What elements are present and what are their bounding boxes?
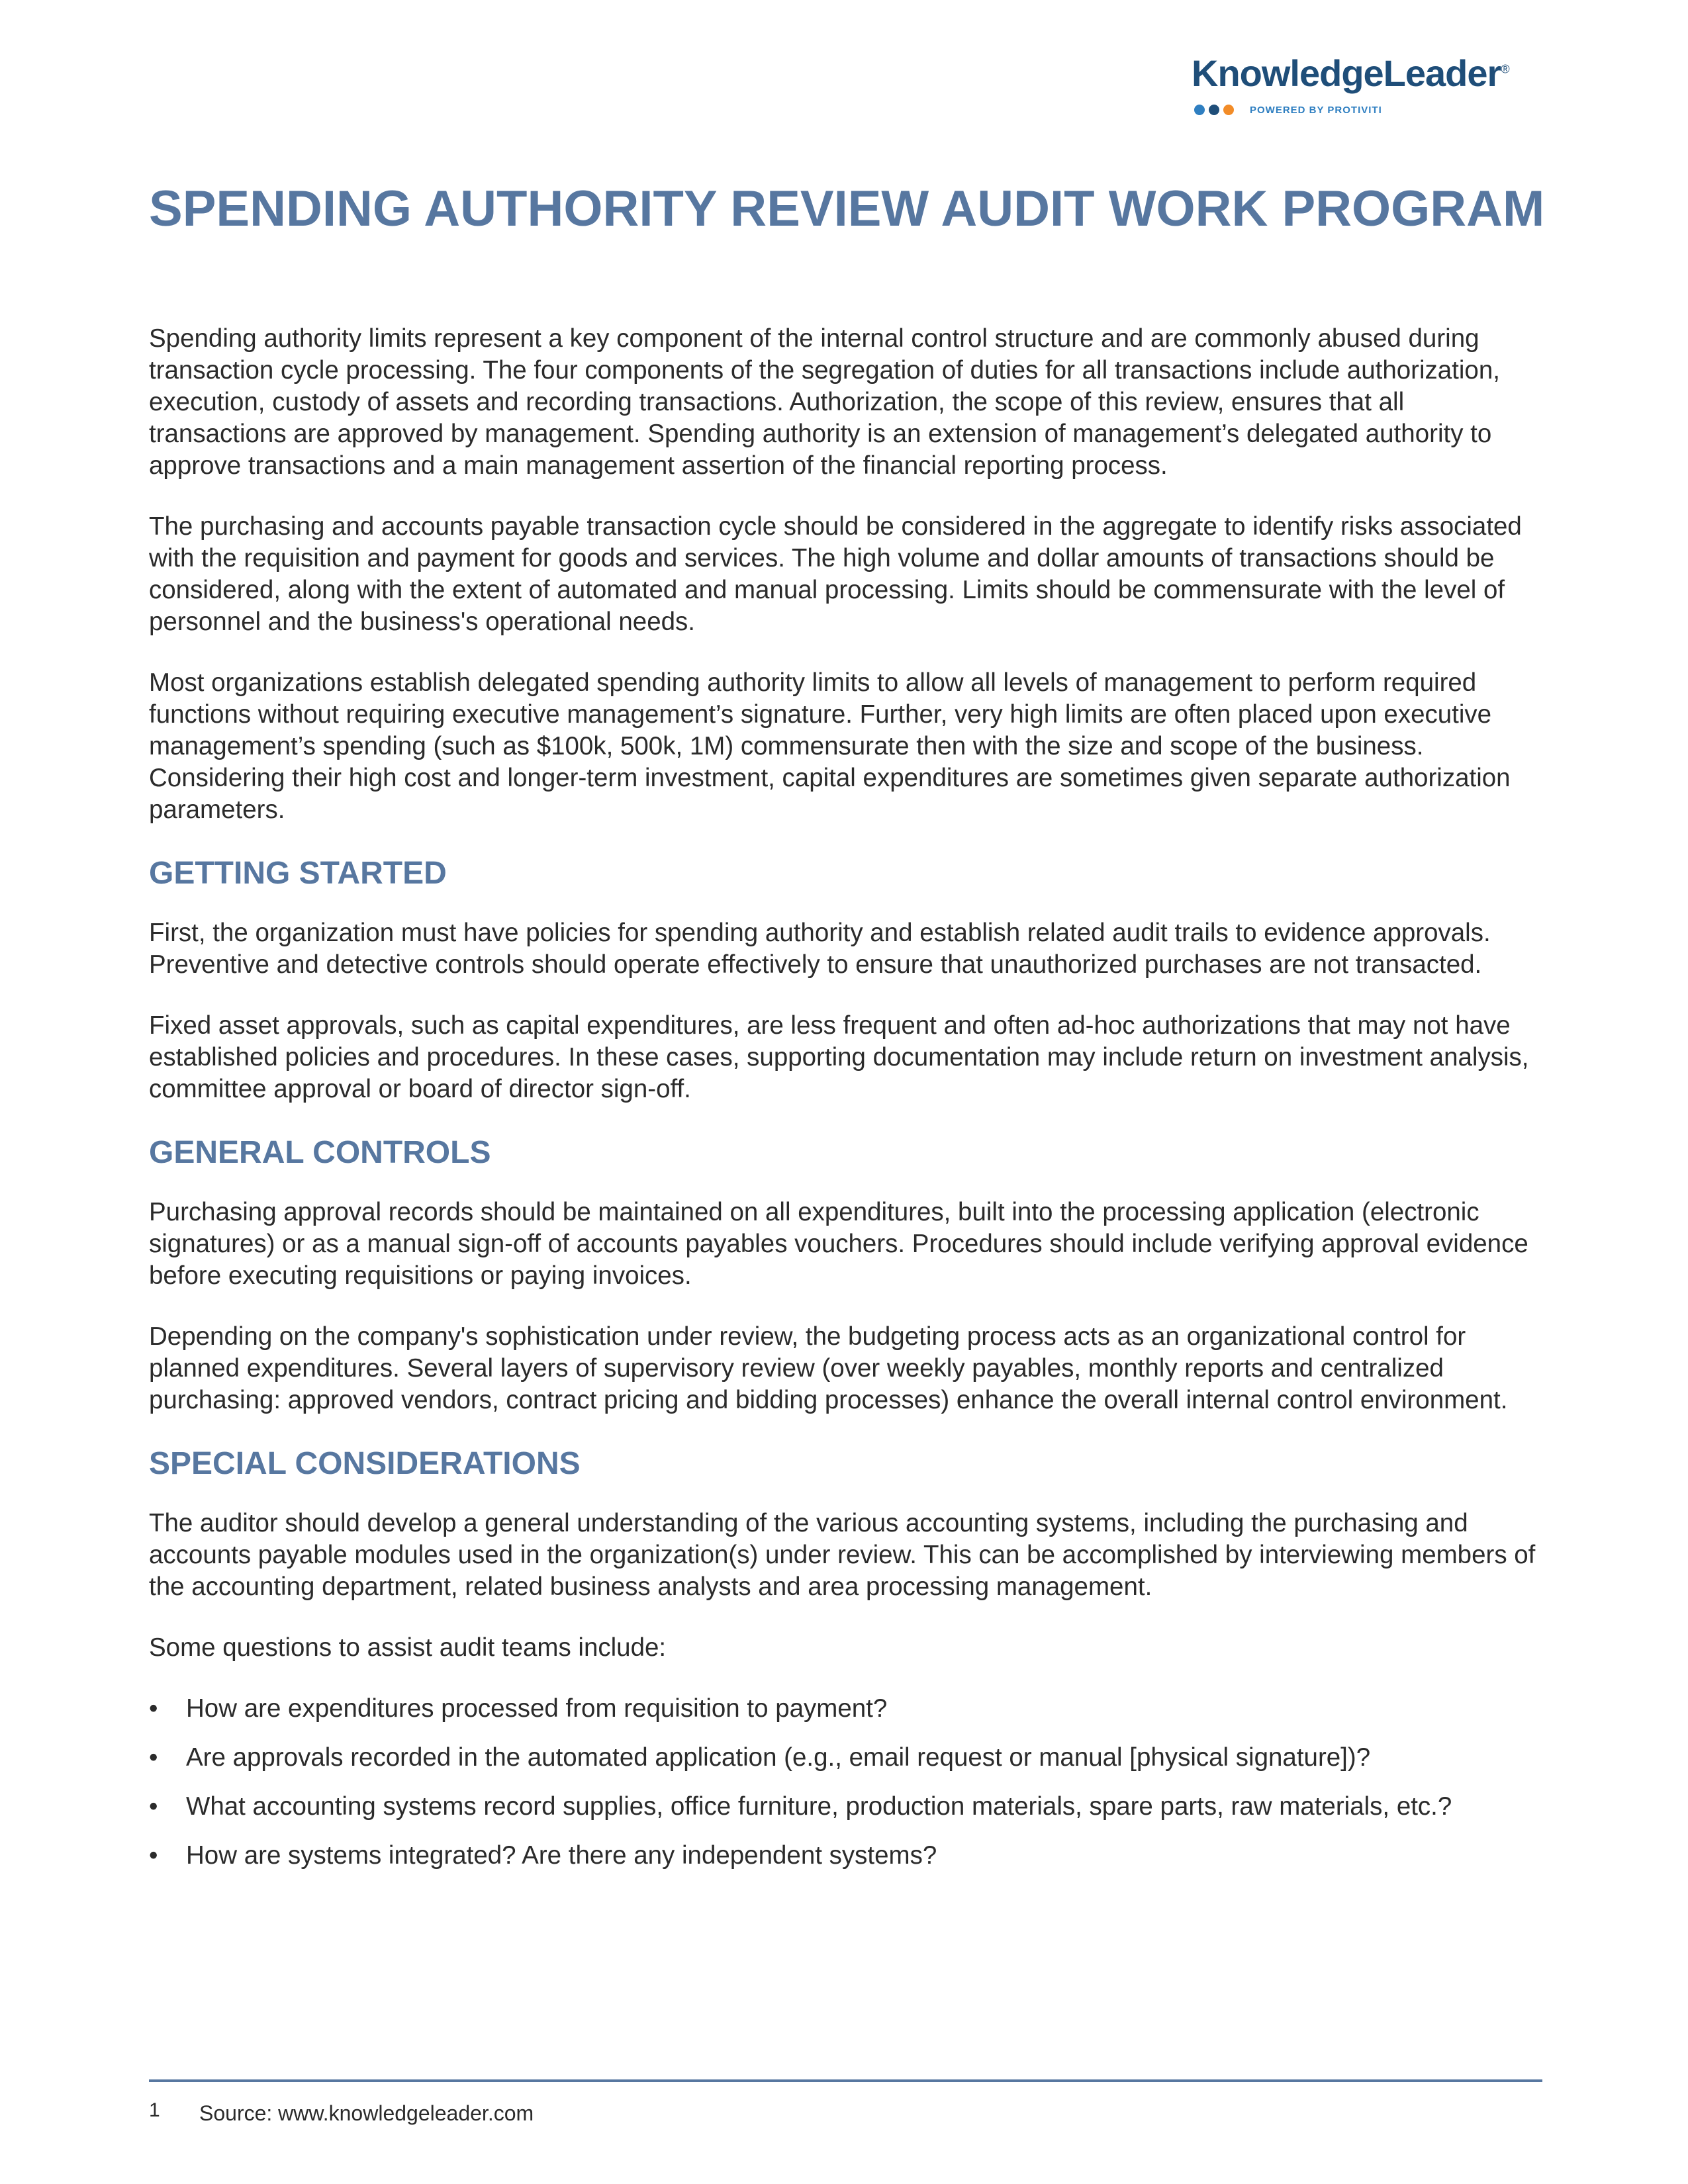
trademark-mark: ®	[1501, 62, 1509, 76]
special-considerations-paragraph: The auditor should develop a general understanding of the various accounting systems, including the purchasing and accounts payable modules used in the organization(s) under review. This can be accomplished by interviewing members of the accounting department, related business analysts and area processing management.	[149, 1509, 1536, 1601]
intro-paragraph: Spending authority limits represent a key component of the internal control structure and are commonly abused during transaction cycle processing. The four components of the segregation of duties for all transactions include authorization, execution, custody of assets and recording transactions. Authorization, the scope of this review, ensures that all transactions are approved by management. Spending authority is an extension of management’s delegated authority to approve transactions and a main management assertion of the financial reporting process.	[149, 324, 1500, 480]
page-title: SPENDING AUTHORITY REVIEW AUDIT WORK PROGRAM	[149, 181, 1545, 237]
general-controls-paragraph: Depending on the company's sophistication under review, the budgeting process acts as an organizational control for planned expenditures. Several layers of supervisory review (over weekly payables, monthly reports and centralized purchasing: approved vendors, contract pricing and bidding processes) enhance the overall internal control environment.	[149, 1322, 1508, 1414]
footer-divider	[149, 2079, 1542, 2082]
bullet-icon: •	[149, 1792, 158, 1821]
section-heading-getting-started: GETTING STARTED	[149, 856, 447, 891]
audit-questions-list	[149, 1693, 1542, 1872]
logo-tagline: POWERED BY PROTIVITI	[1250, 105, 1382, 116]
intro-paragraph: The purchasing and accounts payable transaction cycle should be considered in the aggregate to identify risks associated with the requisition and payment for goods and services. The high volume and dollar amounts of transactions should be considered, along with the extent of automated and manual processing. Limits should be commensurate with the level of personnel and the business's operational needs.	[149, 512, 1522, 636]
list-item: • How are expenditures processed from requisition to payment?	[149, 1693, 1542, 1725]
page-number: 1	[149, 2099, 160, 2121]
getting-started-paragraph: First, the organization must have policies for spending authority and establish related audit trails to evidence approvals. Preventive and detective controls should operate effectively to ensure that unauthorized purchases are not transacted.	[149, 919, 1491, 979]
intro-paragraph: Most organizations establish delegated spending authority limits to allow all levels of management to perform required functions without requiring executive management’s signature. Further, very high limits are often placed upon executive management’s spending (such as $100k, 500k, 1M) commensurate then with the size and scope of the business. Considering their high cost and longer-term investment, capital expenditures are sometimes given separate authorization parameters.	[149, 668, 1511, 824]
logo-dot-navy	[1209, 105, 1219, 115]
logo-dot-orange	[1223, 105, 1234, 115]
bullet-icon: •	[149, 1694, 158, 1723]
bullet-icon: •	[149, 1743, 158, 1772]
list-item: • How are systems integrated? Are there any independent systems?	[149, 1840, 1542, 1872]
getting-started-paragraph: Fixed asset approvals, such as capital expenditures, are less frequent and often ad-hoc authorizations that may not have established policies and procedures. In these cases, supporting documentation may include return on investment analysis, committee approval or board of director sign-off.	[149, 1011, 1529, 1103]
list-item: • Are approvals recorded in the automated application (e.g., email request or manual [physical signature])?	[149, 1742, 1542, 1774]
logo-dot-blue	[1194, 105, 1205, 115]
document-body	[149, 323, 1542, 1889]
source-link[interactable]: Source: www.knowledgeleader.com	[199, 2101, 534, 2125]
general-controls-paragraph: Purchasing approval records should be maintained on all expenditures, built into the processing application (electronic signatures) or as a manual sign-off of accounts payables vouchers. Procedures should include verifying approval evidence before executing requisitions or paying invoices.	[149, 1198, 1528, 1290]
list-item: • What accounting systems record supplies, office furniture, production materials, spare parts, raw materials, etc.?	[149, 1791, 1542, 1823]
section-heading-special-considerations: SPECIAL CONSIDERATIONS	[149, 1446, 581, 1481]
logo-dots	[1194, 105, 1234, 115]
bullet-icon: •	[149, 1841, 158, 1870]
special-considerations-paragraph: Some questions to assist audit teams include:	[149, 1633, 667, 1662]
footnote	[149, 2099, 534, 2126]
knowledgeleader-logo	[1192, 52, 1536, 124]
logo-wordmark: KnowledgeLeader®	[1192, 52, 1509, 94]
section-heading-general-controls: GENERAL CONTROLS	[149, 1135, 491, 1170]
